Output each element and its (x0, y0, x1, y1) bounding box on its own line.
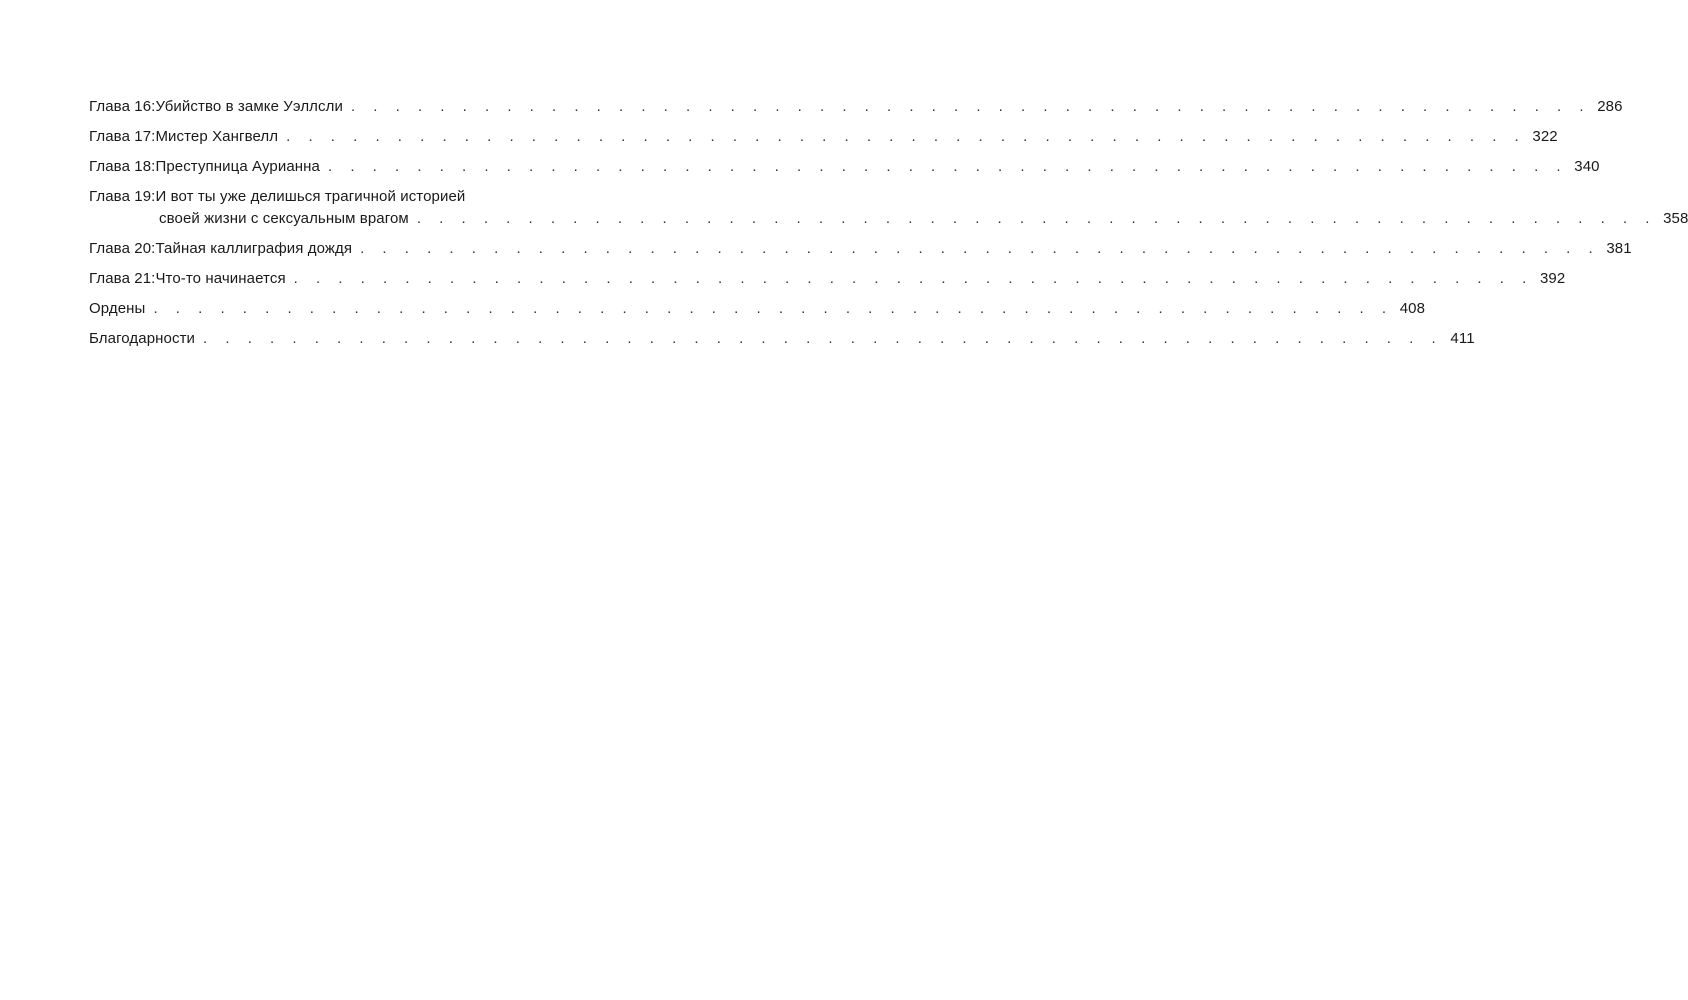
toc-entry-chapter-17[interactable] (89, 126, 1558, 148)
chapter-label: Глава 19: (89, 188, 156, 205)
page-number: 381 (1606, 240, 1632, 257)
chapter-label: Глава 21: (89, 270, 156, 287)
toc-entry-chapter-16[interactable] (89, 96, 1623, 118)
page-number: 411 (1450, 330, 1475, 347)
chapter-title-line-2: своей жизни с сексуальным врагом (159, 210, 409, 227)
dot-leader: . . . . . . . . . . . . . . . . . . . . . . . . . . . . . . . . . . . . . . . . . . . . . . . . . . . . . . . . (416, 210, 1657, 227)
chapter-title: Что-то начинается (155, 270, 286, 287)
page-number: 322 (1532, 128, 1558, 145)
toc-entry-acknowledgements[interactable] (89, 328, 1475, 350)
toc-entry-chapter-21[interactable] (89, 268, 1566, 290)
chapter-title: Преступница Аурианна (155, 158, 320, 175)
page-number: 392 (1539, 270, 1566, 287)
dot-leader: . . . . . . . . . . . . . . . . . . . . . . . . . . . . . . . . . . . . . . . . . . . . . . . . . . . . . . . . (360, 240, 1600, 257)
toc-entry-chapter-19[interactable] (89, 186, 1688, 230)
page-number: 340 (1574, 158, 1600, 175)
chapter-title: Убийство в замке Уэллсли (155, 98, 343, 115)
dot-leader: . . . . . . . . . . . . . . . . . . . . . . . . . . . . . . . . . . . . . . . . . . . . . . . . . . . . . . . . (286, 128, 1526, 145)
chapter-title: Мистер Хангвелл (155, 128, 279, 145)
chapter-label: Глава 20: (89, 240, 156, 257)
chapter-label: Глава 16: (89, 98, 156, 115)
chapter-title-line-1: И вот ты уже делишься трагичной историей (155, 188, 466, 205)
chapter-label: Глава 18: (89, 158, 156, 175)
toc-entry-chapter-18[interactable] (89, 156, 1600, 178)
section-title: Благодарности (89, 330, 196, 347)
page-number: 408 (1399, 300, 1426, 317)
dot-leader: . . . . . . . . . . . . . . . . . . . . . . . . . . . . . . . . . . . . . . . . . . . . . . . . . . . . . . . . (293, 270, 1534, 287)
dot-leader: . . . . . . . . . . . . . . . . . . . . . . . . . . . . . . . . . . . . . . . . . . . . . . . . . . . . . . . . (327, 158, 1568, 175)
page-number: 358 (1663, 210, 1688, 227)
page-number: 286 (1597, 98, 1623, 115)
table-of-contents (89, 96, 1688, 358)
chapter-label: Глава 17: (89, 128, 156, 145)
dot-leader: . . . . . . . . . . . . . . . . . . . . . . . . . . . . . . . . . . . . . . . . . . . . . . . . . . . . . . . . (203, 330, 1443, 347)
dot-leader: . . . . . . . . . . . . . . . . . . . . . . . . . . . . . . . . . . . . . . . . . . . . . . . . . . . . . . . . (153, 300, 1394, 317)
dot-leader: . . . . . . . . . . . . . . . . . . . . . . . . . . . . . . . . . . . . . . . . . . . . . . . . . . . . . . . . (350, 98, 1591, 115)
chapter-title: Тайная каллиграфия дождя (155, 240, 353, 257)
toc-entry-orders[interactable] (89, 298, 1426, 320)
toc-entry-chapter-20[interactable] (89, 238, 1632, 260)
section-title: Ордены (89, 300, 146, 317)
